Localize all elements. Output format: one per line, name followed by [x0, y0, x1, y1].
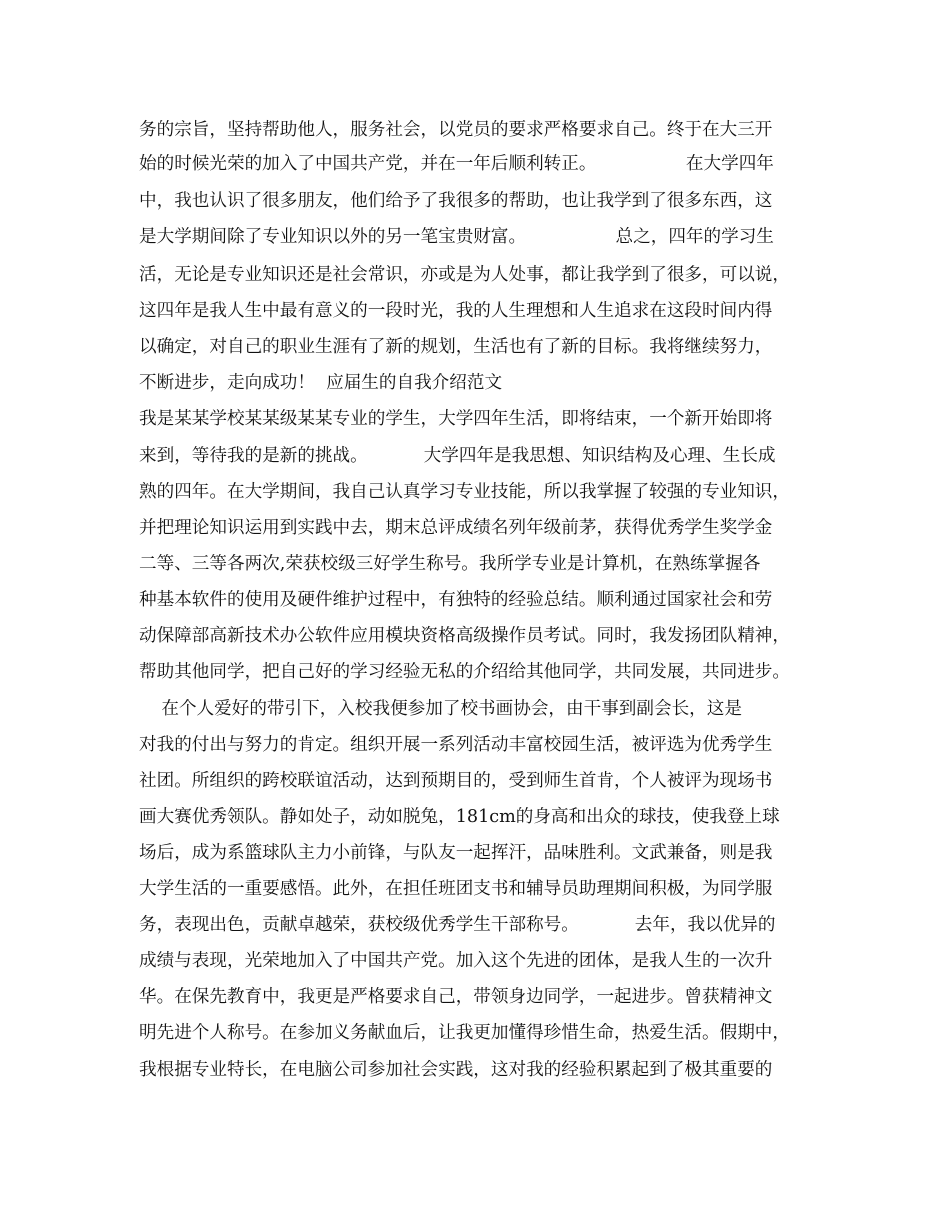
- text-line: 我是某某学校某某级某某专业的学生，大学四年生活，即将结束，一个新开始即将: [139, 409, 773, 429]
- text-line: 成绩与表现，光荣地加入了中国共产党。加入这个先进的团体，是我人生的一次升: [139, 951, 773, 971]
- text-line: 是大学期间除了专业知识以外的另一笔宝贵财富。 总之，四年的学习生: [139, 227, 774, 247]
- text-line: 帮助其他同学，把自己好的学习经验无私的介绍给其他同学，共同发展，共同进步。: [139, 662, 790, 682]
- text-line: 种基本软件的使用及硬件维护过程中，有独特的经验总结。顺利通过国家社会和劳: [139, 590, 773, 610]
- text-line: 二等、三等各两次,荣获校级三好学生称号。我所学专业是计算机，在熟练掌握各: [139, 554, 761, 574]
- text-line: 华。在保先教育中，我更是严格要求自己，带领身边同学，一起进步。曾获精神文: [139, 987, 773, 1007]
- text-line: 大学生活的一重要感悟。此外，在担任班团支书和辅导员助理期间积极，为同学服: [139, 879, 773, 899]
- text-line: 动保障部高新技术办公软件应用模块资格高级操作员考试。同时，我发扬团队精神，: [139, 626, 790, 646]
- text-line: 务，表现出色，贡献卓越荣，获校级优秀学生干部称号。 去年，我以优异的: [139, 915, 776, 935]
- text-line: 中，我也认识了很多朋友，他们给予了我很多的帮助，也让我学到了很多东西，这: [139, 191, 773, 211]
- text-line: 熟的四年。在大学期间，我自己认真学习专业技能，所以我掌握了较强的专业知识，: [139, 482, 790, 502]
- text-line: 来到，等待我的是新的挑战。 大学四年是我思想、知识结构及心理、生长成: [139, 446, 776, 466]
- text-line: 对我的付出与努力的肯定。组织开展一系列活动丰富校园生活，被评选为优秀学生: [139, 735, 773, 755]
- text-line: 我根据专业特长，在电脑公司参加社会实践，这对我的经验积累起到了极其重要的: [139, 1060, 773, 1080]
- text-line: 这四年是我人生中最有意义的一段时光，我的人生理想和人生追求在这段时间内得: [139, 301, 773, 321]
- text-line: 不断进步，走向成功！ 应届生的自我介绍范文: [139, 373, 503, 393]
- text-line: 并把理论知识运用到实践中去，期末总评成绩名列年级前茅，获得优秀学生奖学金: [139, 518, 773, 538]
- text-line: 活，无论是专业知识还是社会常识，亦或是为人处事，都让我学到了很多，可以说，: [139, 265, 790, 285]
- text-line: 始的时候光荣的加入了中国共产党，并在一年后顺利转正。 在大学四年: [139, 154, 774, 174]
- text-line: 务的宗旨，坚持帮助他人，服务社会，以党员的要求严格要求自己。终于在大三开: [139, 120, 773, 140]
- text-line: 画大赛优秀领队。静如处子，动如脱兔，181cm的身高和出众的球技，使我登上球: [139, 807, 780, 827]
- text-line: 社团。所组织的跨校联谊活动，达到预期目的，受到师生首肯，个人被评为现场书: [139, 771, 773, 791]
- text-line: 在个人爱好的带引下，入校我便参加了校书画协会，由干事到副会长，这是: [139, 699, 742, 719]
- text-line: 场后，成为系篮球队主力小前锋，与队友一起挥汗，品味胜利。文武兼备，则是我: [139, 843, 773, 863]
- text-line: 明先进个人称号。在参加义务献血后，让我更加懂得珍惜生命，热爱生活。假期中，: [139, 1023, 790, 1043]
- text-line: 以确定，对自己的职业生涯有了新的规划，生活也有了新的目标。我将继续努力，: [139, 337, 773, 357]
